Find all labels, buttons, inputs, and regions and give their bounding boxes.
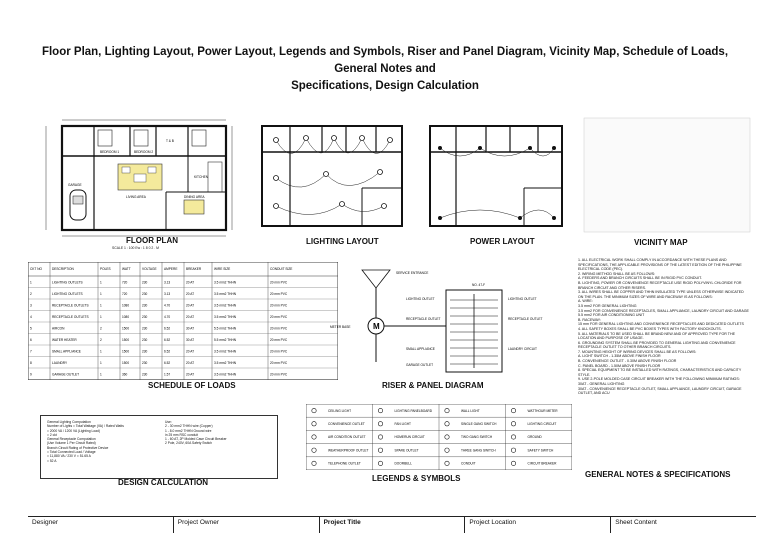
design-calc-line: 2 Pole, 240V, 60A Safety Switch xyxy=(165,441,212,446)
general-note-item: 5.5 mm2 FOR AIR CONDITIONING UNIT xyxy=(578,313,645,318)
schedule-cell: 230 xyxy=(142,349,148,354)
general-note-item: A. LIGHT SWITCH - 1.35M ABOVE FINISH FLOOR xyxy=(578,354,661,359)
design-calc-line: = 52 A xyxy=(47,458,57,463)
general-note-item: 5. ALL MATERIALS TO BE USED SHALL BE BRAND NEW AND OF APPROVED TYPE FOR THE LOCATION AND PURPOSE OF USAGE. xyxy=(578,331,735,341)
schedule-cell: 6.52 xyxy=(164,361,171,365)
riser-left-circuit-3: SMALL APPLIANCE xyxy=(406,347,435,351)
design-calc-line: General Receptacle Computation xyxy=(47,437,96,442)
design-calc-right xyxy=(165,420,271,446)
riser-right-circuit-1: LIGHTING OUTLET xyxy=(508,297,537,301)
schedule-cell: 2 xyxy=(100,338,102,342)
legend-item-label: TELEPHONE OUTLET xyxy=(328,461,361,466)
schedule-header-cell: VOLTAGE xyxy=(142,267,157,271)
design-calc-line: General Lighting Computation xyxy=(47,420,91,424)
schedule-cell: WATER HEATER xyxy=(52,338,77,342)
schedule-cell: 1 xyxy=(100,372,102,377)
schedule-cell: 1500 xyxy=(122,326,130,331)
design-calc-line: Use: xyxy=(165,420,172,424)
legend-symbol-icon xyxy=(312,448,316,452)
schedule-cell: 230 xyxy=(142,372,148,377)
schedule-cell: 1080 xyxy=(122,303,130,308)
legend-symbol-icon xyxy=(312,461,316,465)
power-layout-label: POWER LAYOUT xyxy=(470,237,535,246)
design-calc-line: Number of Lights = Total Wattage (VA) / Rated Watts xyxy=(47,424,124,429)
design-calc-line: = 2 ckt xyxy=(47,432,57,437)
schedule-cell: LAUNDRY xyxy=(52,361,68,365)
schedule-cell: 230 xyxy=(142,361,148,365)
schedule-cell: 1500 xyxy=(122,349,130,354)
schedule-cell: 1 xyxy=(100,280,102,285)
legends-label: LEGENDS & SYMBOLS xyxy=(372,474,461,483)
riser-meter-symbol: M xyxy=(373,322,380,331)
legend-item-label: HOMERUN CIRCUIT xyxy=(394,435,425,440)
schedule-cell: 720 xyxy=(122,280,128,285)
general-notes-label: GENERAL NOTES & SPECIFICATIONS xyxy=(585,470,731,479)
riser-service-entrance: SERVICE ENTRANCE xyxy=(396,271,429,275)
schedule-cell: 20 mm PVC xyxy=(270,292,288,296)
riser-diagram-label: RISER & PANEL DIAGRAM xyxy=(382,381,484,390)
legend-symbol-icon xyxy=(378,448,382,452)
room-kitchen: KITCHEN xyxy=(194,175,208,179)
riser-right-circuit-2: RECEPTACLE OUTLET xyxy=(508,317,543,321)
legend-symbol-icon xyxy=(378,422,382,426)
schedule-cell: 230 xyxy=(142,338,148,342)
legend-symbol-icon xyxy=(511,461,515,465)
schedule-cell: 6 xyxy=(30,338,32,342)
design-calc-line: 1 - 60 AT, 2P Molded Case Circuit Breaker xyxy=(165,437,227,442)
schedule-header-cell: WATT xyxy=(122,267,131,271)
lighting-layout-label: LIGHTING LAYOUT xyxy=(306,237,379,246)
legend-item-label: WALL LIGHT xyxy=(461,408,480,413)
schedule-cell: 4 xyxy=(30,315,32,319)
general-note-item: B. LIGHTING, POWER OR CONVENIENCE RECEPTACLE USE RIGID POLYVINYL CHLORIDE FOR BRANCH CIRCUIT AND OTHER RISERS. xyxy=(578,280,742,290)
legends-panel xyxy=(306,404,572,470)
legend-item-label: SINGLE GANG SWITCH xyxy=(461,422,497,426)
legend-item-label: CEILING LIGHT xyxy=(328,408,352,413)
legend-symbol-icon xyxy=(378,461,382,465)
schedule-cell: 8 xyxy=(30,361,32,365)
legend-symbol-icon xyxy=(511,408,515,412)
general-note-item: 8. SPECIAL EQUIPMENT TO BE INSTALLED WITH RATINGS, CHARACTERISTICS AND CAPACITY STYLE. xyxy=(578,368,742,377)
general-note-item: C. PANEL BOARD - 1.50M ABOVE FINISH FLOOR xyxy=(578,363,661,368)
title-block-owner: Project Owner xyxy=(174,517,320,533)
title-block xyxy=(28,516,756,533)
riser-meter-base: METER BASE xyxy=(330,325,351,329)
legend-item-label: WATTHOUR METER xyxy=(527,408,558,413)
riser-left-circuit-1: LIGHTING OUTLET xyxy=(406,297,435,301)
schedule-cell: 230 xyxy=(142,326,148,331)
floor-plan-panel xyxy=(38,112,238,252)
legend-symbol-icon xyxy=(312,435,316,439)
room-garage: GARAGE xyxy=(68,183,82,187)
schedule-cell: 3.5 mm2 THHN xyxy=(214,315,237,319)
schedule-cell: 20 mm PVC xyxy=(270,315,288,319)
legend-item-label: SAFETY SWITCH xyxy=(527,448,554,453)
general-note-item: 4. ALL SAFETY BOXES SHALL BE PVC BOXES TYPES WITH FACTORY KNOCKOUTS. xyxy=(578,326,722,331)
general-note-item: 3.5 mm2 FOR GENERAL LIGHTING xyxy=(578,303,637,308)
schedule-header-cell: DESCRIPTION xyxy=(52,267,74,271)
design-calc-line: in 25 mm RSC conduit xyxy=(165,432,198,437)
schedule-cell: 3.5 mm2 THHN xyxy=(214,361,237,365)
schedule-cell: 5.5 mm2 THHN xyxy=(214,326,237,331)
legend-symbol-icon xyxy=(445,422,449,426)
riser-left-circuit-4: GARAGE OUTLET xyxy=(406,363,434,367)
schedule-cell: 4.70 xyxy=(164,303,171,308)
title-block-project-title: Project Title xyxy=(320,517,466,533)
schedule-cell: 20 AT xyxy=(186,292,195,296)
floor-plan-scale: SCALE 1 : 100 Ew : 1 8 0 2 . M xyxy=(112,246,159,250)
title-block-sheet: Sheet Content xyxy=(615,519,657,526)
schedule-cell: 1500 xyxy=(122,338,130,342)
legend-symbol-icon xyxy=(378,408,382,412)
schedule-of-loads-label: SCHEDULE OF LOADS xyxy=(148,381,236,390)
legend-item-label: GROUND xyxy=(527,435,542,440)
schedule-header-cell: AMPERE xyxy=(164,267,178,271)
schedule-cell: 30 AT xyxy=(186,326,195,331)
schedule-cell: 5 xyxy=(30,326,32,331)
schedule-cell: 3 xyxy=(30,303,32,308)
general-note-item: 2. WIRING METHOD SHALL BE AS FOLLOWS: xyxy=(578,271,656,276)
schedule-cell: 1 xyxy=(100,303,102,308)
general-note-item: 9. USE 2-POLE MOLDED CASE CIRCUIT BREAKER WITH THE FOLLOWING MINIMUM RATINGS: xyxy=(578,377,740,382)
schedule-header-cell: WIRE SIZE xyxy=(214,267,231,271)
schedule-cell: 3.5 mm2 THHN xyxy=(214,349,237,354)
legend-item-label: SPARE OUTLET xyxy=(394,448,419,453)
schedule-cell: 30 AT xyxy=(186,338,195,342)
design-calc-line: = 2000 VA / 1200 VA (Lighting Load) xyxy=(47,428,100,433)
legend-symbol-icon xyxy=(445,461,449,465)
schedule-cell: 1.57 xyxy=(164,372,171,377)
room-living: LIVING AREA xyxy=(126,195,146,199)
lighting-layout-panel xyxy=(252,118,412,238)
general-note-item: 30AT - GENERAL LIGHTING xyxy=(578,382,625,387)
design-calc-left xyxy=(47,420,157,463)
general-note-item: 7. MOUNTING HEIGHT OF WIRING DEVICES SHALL BE AS FOLLOWS: xyxy=(578,349,697,354)
design-calc-line: (Use Volume 1 Per Circuit Rated) xyxy=(47,441,96,446)
schedule-cell: 5.5 mm2 THHN xyxy=(214,338,237,342)
legend-item-label: DOORBELL xyxy=(394,461,412,466)
legend-item-label: CONDUIT xyxy=(461,461,476,466)
legend-item-label: CONVENIENCE OUTLET xyxy=(328,422,365,426)
schedule-cell: 1500 xyxy=(122,361,130,365)
legend-item-label: TWO GANG SWITCH xyxy=(461,435,493,440)
riser-left-circuit-2: RECEPTACLE OUTLET xyxy=(406,317,441,321)
schedule-cell: 20 AT xyxy=(186,303,195,308)
schedule-cell: 20 mm PVC xyxy=(270,349,288,354)
room-dining: DINING AREA xyxy=(184,195,205,199)
legend-symbol-icon xyxy=(445,448,449,452)
general-note-item: B. CONVENIENCE OUTLET - 0.30M ABOVE FINISH FLOOR xyxy=(578,359,677,364)
schedule-cell: 1 xyxy=(100,349,102,354)
legend-item-label: CIRCUIT BREAKER xyxy=(527,461,557,466)
room-bedroom-1: BEDROOM 1 xyxy=(100,150,120,154)
general-note-item: 1. ALL ELECTRICAL WORK SHALL COMPLY IN ACCORDANCE WITH THESE PLANS AND SPECIFICATIONS, THE APPLICABLE PROVISIONS OF THE LATEST EDITION OF THE PHILIPPINE ELECTRICAL CODE (PEC). xyxy=(578,258,742,272)
schedule-cell: 6.52 xyxy=(164,349,171,354)
schedule-cell: 20 mm PVC xyxy=(270,372,288,377)
schedule-cell: 20 AT xyxy=(186,280,195,285)
legend-symbol-icon xyxy=(511,448,515,452)
schedule-cell: RECEPTACLE OUTLETS xyxy=(52,315,89,319)
schedule-cell: GARAGE OUTLET xyxy=(52,372,80,377)
title-block-designer: Designer xyxy=(28,517,174,533)
legend-symbol-icon xyxy=(378,435,382,439)
schedule-cell: 20 mm PVC xyxy=(270,280,288,285)
schedule-cell: 20 mm PVC xyxy=(270,361,288,365)
general-note-item: 6. GROUNDING SYSTEM SHALL BE PROVIDED TO GENERAL LIGHTING AND CONVENIENCE RECEPTACLE OUTLET TO OTHER BRANCH CIRCUITS. xyxy=(578,340,736,350)
schedule-cell: 3.5 mm2 THHN xyxy=(214,372,237,377)
schedule-cell: 230 xyxy=(142,303,148,308)
schedule-cell: 4.70 xyxy=(164,315,171,319)
floor-plan-drawing xyxy=(38,112,238,252)
design-calc-panel xyxy=(40,415,278,479)
legend-item-label: AIR CONDITION OUTLET xyxy=(328,435,366,440)
schedule-cell: 720 xyxy=(122,292,128,296)
legend-symbol-icon xyxy=(312,422,316,426)
schedule-cell: 20 AT xyxy=(186,361,195,365)
schedule-cell: 3.13 xyxy=(164,292,171,296)
schedule-cell: 20 AT xyxy=(186,372,195,377)
schedule-cell: 3.5 mm2 THHN xyxy=(214,280,237,285)
schedule-cell: 6.52 xyxy=(164,338,171,342)
schedule-cell: AIRCON xyxy=(52,326,65,331)
riser-diagram-panel xyxy=(300,262,562,380)
schedule-cell: 230 xyxy=(142,292,148,296)
schedule-cell: 20 mm PVC xyxy=(270,303,288,308)
schedule-cell: LIGHTING OUTLETS xyxy=(52,280,83,285)
sheet-title-line-2: Specifications, Design Calculation xyxy=(291,80,479,92)
design-calc-line: = 11,880 VA / 230 V = 51.65 A xyxy=(47,454,91,459)
riser-diagram-drawing xyxy=(300,262,562,380)
legend-item-label: LIGHTING CIRCUIT xyxy=(527,422,557,426)
vicinity-map-drawing xyxy=(582,116,752,234)
legend-symbol-icon xyxy=(511,435,515,439)
schedule-cell: 3.5 mm2 THHN xyxy=(214,303,237,308)
schedule-cell: 9 xyxy=(30,372,32,377)
schedule-cell: 2 xyxy=(30,292,32,296)
general-note-item: 30AT - CONVENIENCE RECEPTACLE OUTLET, SMALL APPLIANCE, LAUNDRY CIRCUIT, GARAGE OUTLET, AND ACU xyxy=(578,386,742,396)
general-note-item: A. FEEDERS AND BRANCH CIRCUITS SHALL BE IN RIGID PVC CONDUIT. xyxy=(578,276,702,281)
title-block-location: Project Location xyxy=(465,517,611,533)
schedule-cell: 230 xyxy=(142,280,148,285)
legend-item-label: FAN LIGHT xyxy=(394,422,411,426)
schedule-cell: LIGHTING OUTLETS xyxy=(52,292,83,296)
schedule-cell: SMALL APPLIANCE xyxy=(52,349,81,354)
general-note-item: B. RACEWAY: xyxy=(578,317,601,322)
legend-item-label: WEATHERPROOF OUTLET xyxy=(328,448,369,453)
schedule-cell: 1 xyxy=(100,292,102,296)
vicinity-map-panel xyxy=(582,116,752,234)
schedule-cell: RECEPTACLE OUTLETS xyxy=(52,303,89,308)
schedule-header-cell: CONDUIT SIZE xyxy=(270,267,293,271)
schedule-cell: 1 xyxy=(100,315,102,319)
general-notes-list xyxy=(578,258,750,396)
general-note-item: 3.5 mm2 FOR CONVENIENCE RECEPTACLES, SMALL APPLIANCE, LAUNDRY CIRCUIT AND GARAGE xyxy=(578,308,749,313)
design-calc-line: 2 - 30 mm2 THHN wire (Copper) xyxy=(165,424,213,429)
floor-plan-label: FLOOR PLAN xyxy=(126,236,178,245)
riser-right-circuit-3: LAUNDRY CIRCUIT xyxy=(508,347,537,351)
schedule-header-cell: POLES xyxy=(100,267,111,271)
schedule-cell: 360 xyxy=(122,372,128,377)
lighting-layout-drawing xyxy=(252,118,412,238)
schedule-cell: 3.5 mm2 THHN xyxy=(214,292,237,296)
general-note-item: A. WIRE: xyxy=(578,299,593,304)
design-calc-line: = Total Connected Load / Voltage xyxy=(47,450,96,455)
schedule-header-cell: BREAKER xyxy=(186,267,202,271)
legend-item-label: LIGHTING PANELBOARD xyxy=(394,408,432,413)
legend-symbol-icon xyxy=(445,435,449,439)
design-calc-label: DESIGN CALCULATION xyxy=(118,478,209,487)
schedule-cell: 1 xyxy=(30,280,32,285)
legend-symbol-icon xyxy=(445,408,449,412)
vicinity-map-label: VICINITY MAP xyxy=(634,238,688,247)
schedule-cell: 6.52 xyxy=(164,326,171,331)
legend-symbol-icon xyxy=(511,422,515,426)
schedule-cell: 230 xyxy=(142,315,148,319)
room-bedroom-2: BEDROOM 2 xyxy=(134,150,154,154)
schedule-table xyxy=(28,262,338,380)
sheet-title-line-1: Floor Plan, Lighting Layout, Power Layout, Legends and Symbols, Riser and Panel Diagram, Vicinity Map, Schedule of Loads, General Notes and xyxy=(41,46,729,75)
design-calc-line: 1 - 8.0 mm2 THHN Ground wire xyxy=(165,428,212,433)
schedule-cell: 1080 xyxy=(122,315,130,319)
general-note-item: 3. ALL WIRES SHALL BE COPPER AND THHN INSULATED TYPE UNLESS OTHERWISE INDICATED ON THE PLAN. THE MINIMUM SIZES OF WIRE AND RACEWAY IS AS FOLLOWS: xyxy=(578,290,744,299)
general-note-item: 15 mm FOR GENERAL LIGHTING AND CONVENIENCE RECEPTACLES AND DEDICATED OUTLETS xyxy=(578,322,744,327)
sheet-title xyxy=(40,44,730,95)
power-layout-drawing xyxy=(420,118,570,238)
schedule-cell: 20 AT xyxy=(186,315,195,319)
legend-item-label: THREE GANG SWITCH xyxy=(461,448,496,453)
schedule-cell: 1 xyxy=(100,361,102,365)
design-calc-line: Branch Circuit Rating of Protective Device xyxy=(47,445,109,450)
schedule-cell: 2 xyxy=(100,326,102,331)
riser-panel-label: NO. 47-F xyxy=(472,283,486,287)
schedule-header-cell: CKT NO xyxy=(30,267,42,271)
schedule-of-loads-panel xyxy=(28,262,338,380)
schedule-cell: 20 mm PVC xyxy=(270,326,288,331)
schedule-cell: 3.13 xyxy=(164,280,171,285)
schedule-cell: 20 AT xyxy=(186,349,195,354)
power-layout-panel xyxy=(420,118,570,238)
schedule-cell: 7 xyxy=(30,349,32,354)
schedule-cell: 20 mm PVC xyxy=(270,338,288,342)
room-toilet: T & B xyxy=(166,139,174,143)
legends-table xyxy=(306,404,572,470)
legend-symbol-icon xyxy=(312,408,316,412)
